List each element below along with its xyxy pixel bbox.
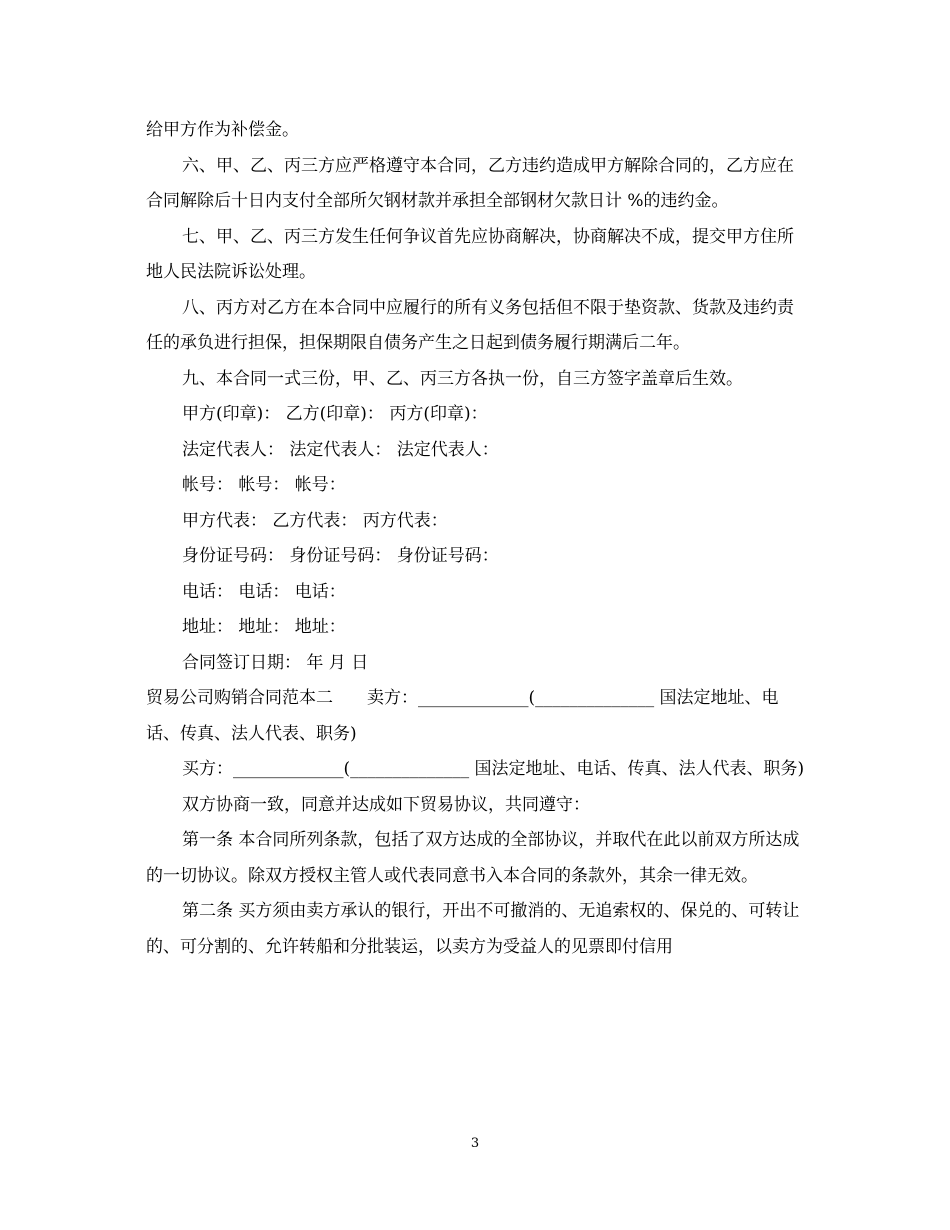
signature-phone-line: 电话： 电话： 电话：: [182, 581, 346, 602]
signature-representative-line: 甲方代表： 乙方代表： 丙方代表：: [182, 510, 448, 531]
paragraph-compensation-end: 给甲方作为补偿金。: [146, 120, 299, 140]
clause-9: 九、本合同一式三份，甲、乙、丙三方各执一份，自三方签字盖章后生效。: [182, 368, 743, 389]
signature-address-line: 地址： 地址： 地址：: [182, 617, 346, 637]
agreement-intro: 双方协商一致，同意并达成如下贸易协议，共同遵守：: [182, 794, 590, 815]
contract-two-seller-line: 贸易公司购销合同范本二 卖方：_____________(______________ 国法定地址、电话、传真、法人代表、职务): [146, 688, 779, 744]
signing-date-line: 合同签订日期： 年 月 日: [182, 652, 369, 673]
article-1: 第一条 本合同所列条款，包括了双方达成的全部协议，并取代在此以前双方所达成的一切协议。除双方授权主管人或代表同意书入本合同的条款外，其余一律无效。: [146, 830, 800, 886]
document-body: [146, 113, 806, 965]
signature-legal-rep-line: 法定代表人： 法定代表人： 法定代表人：: [182, 439, 499, 460]
article-2: 第二条 买方须由卖方承认的银行，开出不可撤消的、无追索权的、保兑的、可转让的、可分割的、允许转船和分批装运，以卖方为受益人的见票即付信用: [146, 901, 800, 957]
clause-6: 六、甲、乙、丙三方应严格遵守本合同，乙方违约造成甲方解除合同的，乙方应在合同解除后十日内支付全部所欠钢材款并承担全部钢材欠款日计 %的违约金。: [146, 155, 794, 211]
clause-8: 八、丙方对乙方在本合同中应履行的所有义务包括但不限于垫资款、货款及违约责任的承负进行担保，担保期限自债务产生之日起到债务履行期满后二年。: [146, 297, 794, 353]
clause-7: 七、甲、乙、丙三方发生任何争议首先应协商解决，协商解决不成，提交甲方住所地人民法院诉讼处理。: [146, 226, 794, 282]
buyer-line: 买方：_____________(______________ 国法定地址、电话、传真、法人代表、职务): [182, 759, 805, 779]
signature-id-number-line: 身份证号码： 身份证号码： 身份证号码：: [182, 546, 499, 566]
page-number: 3: [470, 1136, 480, 1151]
signature-seal-line: 甲方(印章)： 乙方(印章)： 丙方(印章)：: [182, 404, 488, 424]
signature-account-line: 帐号： 帐号： 帐号：: [182, 475, 346, 495]
